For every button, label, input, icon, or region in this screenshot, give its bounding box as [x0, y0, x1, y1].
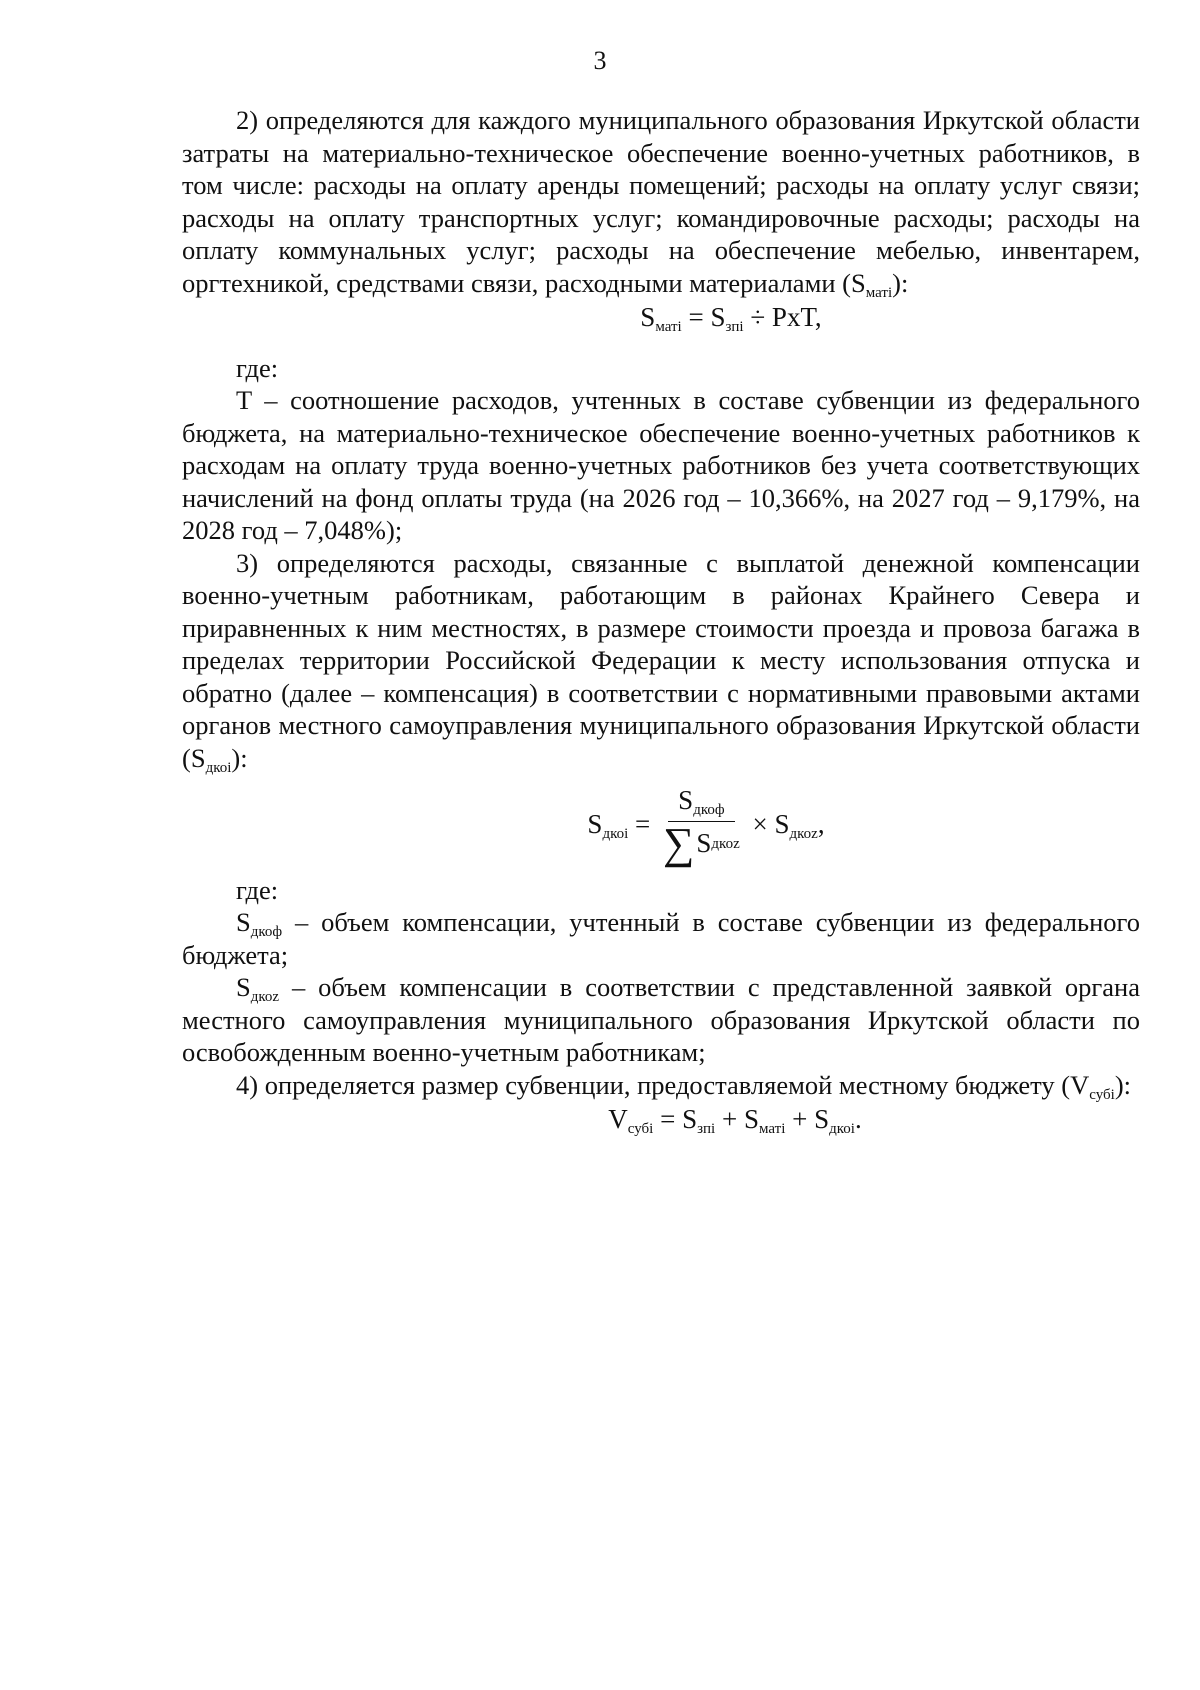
formula-s-dko [182, 784, 1140, 868]
operator: × [745, 808, 775, 839]
symbol: S [678, 785, 694, 815]
subscript: дкоф [693, 802, 725, 818]
subscript: дкоi [829, 1121, 855, 1137]
subscript: матi [865, 284, 893, 301]
formula-v-sub [182, 1103, 1140, 1136]
operator: = [653, 1104, 683, 1134]
rhs [774, 808, 824, 841]
paragraph-3-text: 3) определяются расходы, связанные с выплатой денежной компенсации военно-учетным работникам, работающим в районах Крайнего Севера и приравненных к ним местностях, в размере стоимости проезда и провоза багажа в пределах территории Российской Федерации к месту использования отпуска и обратно (далее – компенсация) в соответствии с нормативными правовыми актами органов местного самоуправления муниципального образования Иркутской области ( [182, 547, 1140, 773]
symbol: S [682, 1104, 698, 1134]
formula-rest: ÷ PxT, [743, 302, 822, 332]
symbol: S [696, 828, 712, 859]
paragraph-4 [182, 1069, 1140, 1102]
dkof-definition [182, 906, 1140, 971]
symbol: S [774, 808, 790, 839]
symbol: V [608, 1104, 628, 1134]
subscript: субi [627, 1121, 654, 1137]
symbol-s: S [236, 972, 251, 1002]
document-body [182, 104, 1140, 1136]
fraction-numerator [668, 784, 734, 822]
operator: + [785, 1104, 815, 1134]
symbol-s: S [236, 907, 251, 937]
fraction [663, 784, 740, 868]
punctuation: , [817, 808, 825, 839]
paragraph-4-end: ): [1114, 1069, 1131, 1100]
page-number: 3 [593, 46, 607, 75]
subscript: субi [1089, 1086, 1115, 1103]
where-label-2: где: [236, 874, 279, 905]
dkof-definition-text: – объем компенсации, учтенный в составе субвенции из федерального бюджета; [182, 907, 1140, 970]
sum-symbol: ∑ [663, 818, 695, 868]
subscript: дкоф [250, 924, 283, 940]
formula-s-mat [182, 301, 1140, 334]
operator: = [628, 808, 657, 839]
symbol: S [710, 302, 726, 332]
symbol: S [587, 808, 603, 839]
paragraph-2-end: ): [892, 267, 909, 298]
where-label-1: где: [236, 352, 279, 383]
subscript: зпi [697, 1121, 716, 1137]
t-definition: T – соотношение расходов, учтенных в составе субвенции из федерального бюджета, на материально-техническое обеспечение военно-учетных работников к расходам на оплату труда военно-учетных работников без учета соответствующих начислений на фонд оплаты труда (на 2026 год – 10,366%, на 2027 год – 9,179%, на 2028 год – 7,048%); [182, 385, 1140, 545]
dkoz-definition-text: – объем компенсации в соответствии с представленной заявкой органа местного самоуправления муниципального образования Иркутской области по освобожденным военно-учетным работникам; [182, 972, 1140, 1067]
subscript: матi [655, 319, 682, 335]
operator: = [681, 302, 711, 332]
paragraph-2-text: 2) определяются для каждого муниципального образования Иркутской области затраты на материально-техническое обеспечение военно-учетных работников, в том числе: расходы на оплату аренды помещений; расходы на оплату услуг связи; расходы на оплату транспортных услуг; командировочные расходы; расходы на оплату коммунальных услуг; расходы на обеспечение мебелью, инвентарем, оргтехникой, средствами связи, расходными материалами ( [182, 105, 1140, 298]
lhs [587, 808, 628, 841]
paragraph-2 [182, 104, 1140, 299]
subscript: дкоz [250, 989, 280, 1005]
symbol-s: S [850, 267, 866, 298]
symbol-v: V [1070, 1069, 1090, 1100]
paragraph-3 [182, 547, 1140, 775]
subscript: дкоi [205, 759, 232, 776]
symbol-s: S [190, 742, 206, 773]
symbol: S [640, 302, 656, 332]
symbol: S [814, 1104, 830, 1134]
subscript: матi [758, 1121, 786, 1137]
dkoz-definition [182, 971, 1140, 1069]
symbol: S [743, 1104, 759, 1134]
subscript: дкоi [602, 825, 629, 842]
fraction-denominator: ∑ S дкоz [663, 818, 740, 868]
paragraph-3-end: ): [231, 742, 248, 773]
operator: + [715, 1104, 744, 1134]
punctuation: . [854, 1104, 862, 1134]
subscript: дкоz [789, 825, 818, 842]
subscript: зпi [725, 319, 744, 335]
paragraph-4-text: 4) определяется размер субвенции, предоставляемой местному бюджету ( [236, 1069, 1071, 1100]
